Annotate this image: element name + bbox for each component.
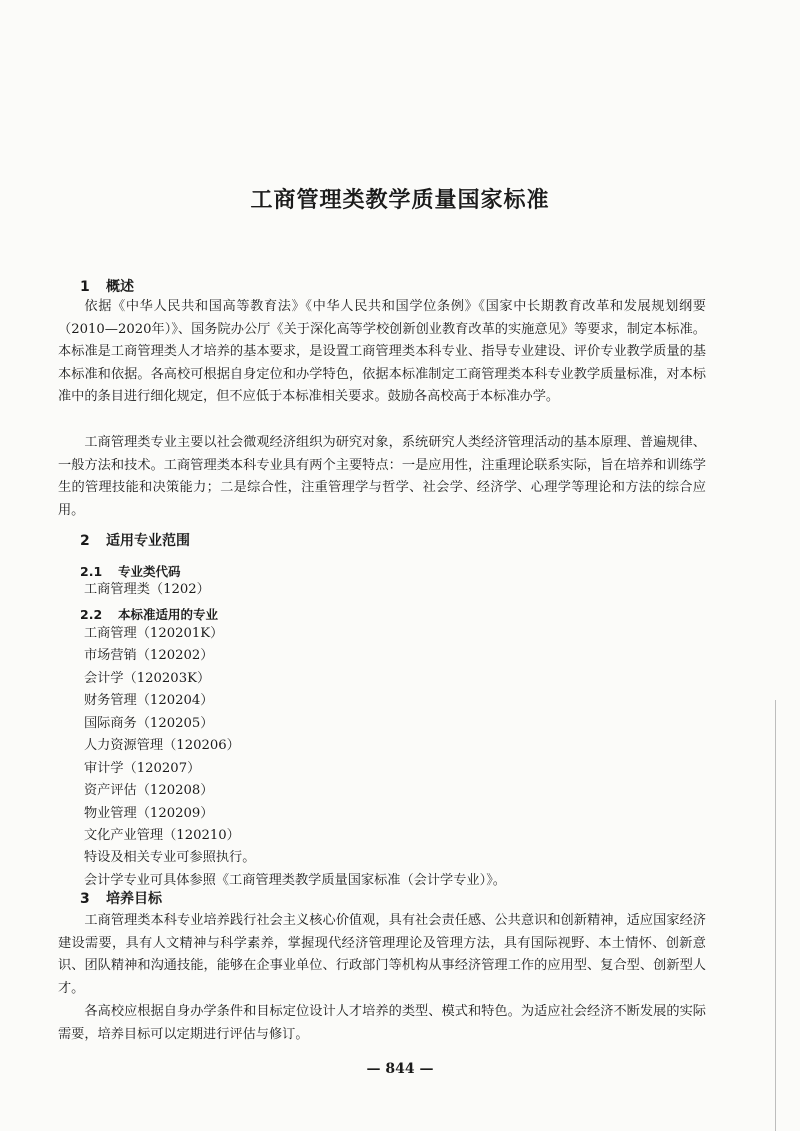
subsection-number: 2.1	[80, 564, 103, 579]
paragraph: 工商管理类专业主要以社会微观经济组织为研究对象，系统研究人类经济管理活动的基本原理、普遍规律、一般方法和技术。工商管理类本科专业具有两个主要特点：一是应用性，注重理论联系实际，旨在培养和训练学生的管理技能和决策能力；二是综合性，注重管理学与哲学、社会学、经济学、心理学等理论和方法的综合应用。	[58, 435, 706, 518]
section-3-heading	[80, 888, 162, 908]
list-item: 工商管理（120201K）	[84, 626, 224, 641]
paragraph: 各高校应根据自身办学条件和目标定位设计人才培养的类型、模式和特色。为适应社会经济不断发展的实际需要，培养目标可以定期进行评估与修订。	[58, 1004, 706, 1042]
list-item: 审计学（120207）	[84, 761, 201, 776]
list-item: 人力资源管理（120206）	[84, 738, 240, 753]
list-item: 文化产业管理（120210）	[84, 828, 240, 843]
paragraph: 工商管理类本科专业培养践行社会主义核心价值观，具有社会责任感、公共意识和创新精神，适应国家经济建设需要，具有人文精神与科学素养，掌握现代经济管理理论及管理方法，具有国际视野、本土情怀、创新意识、团队精神和沟通技能，能够在企事业单位、行政部门等机构从事经济管理工作的应用型、复合型、创新型人才。	[58, 913, 706, 996]
section-1-heading	[80, 276, 134, 296]
section-title: 培养目标	[106, 891, 162, 907]
subsection-number: 2.2	[80, 607, 103, 622]
list-item: 特设及相关专业可参照执行。	[84, 850, 256, 865]
scan-edge-line	[775, 700, 776, 1131]
list-item: 物业管理（120209）	[84, 806, 214, 821]
section-number: 1	[80, 279, 90, 295]
section-2-heading	[80, 530, 190, 550]
section-title: 适用专业范围	[106, 533, 190, 549]
list-item: 会计学专业可具体参照《工商管理类教学质量国家标准（会计学专业）》。	[84, 873, 506, 888]
list-item: 资产评估（120208）	[84, 783, 214, 798]
paragraph: 依据《中华人民共和国高等教育法》《中华人民共和国学位条例》《国家中长期教育改革和发展规划纲要（2010—2020年）》、国务院办公厅《关于深化高等学校创新创业教育改革的实施意见》等要求，制定本标准。本标准是工商管理类人才培养的基本要求，是设置工商管理类本科专业、指导专业建设、评价专业教学质量的基本标准和依据。各高校可根据自身定位和办学特色，依据本标准制定工商管理类本科专业教学质量标准，对本标准中的条目进行细化规定，但不应低于本标准相关要求。鼓励各高校高于本标准办学。	[58, 299, 706, 405]
page-title: 工商管理类教学质量国家标准	[250, 188, 550, 213]
list-item: 国际商务（120205）	[84, 716, 214, 731]
subsection-2-2-heading	[80, 605, 218, 623]
category-code: 工商管理类（1202）	[84, 582, 210, 597]
list-item: 市场营销（120202）	[84, 648, 214, 663]
section-title: 概述	[106, 279, 134, 295]
subsection-title: 专业类代码	[118, 564, 181, 579]
page-number: — 844 —	[366, 1061, 434, 1077]
section-number: 3	[80, 891, 90, 907]
section-number: 2	[80, 533, 90, 549]
subsection-title: 本标准适用的专业	[118, 607, 219, 622]
subsection-2-1-heading	[80, 562, 181, 580]
list-item: 财务管理（120204）	[84, 693, 214, 708]
list-item: 会计学（120203K）	[84, 671, 211, 686]
